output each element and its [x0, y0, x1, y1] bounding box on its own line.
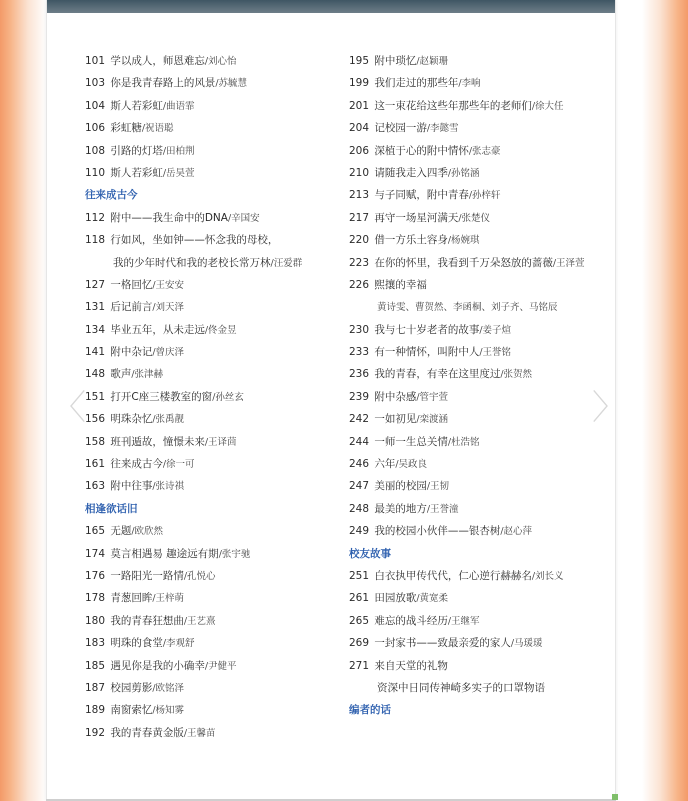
entry-title: 你是我青春路上的风景: [110, 77, 216, 90]
entry-title: 歌声: [110, 368, 132, 381]
entry-author: /王安安: [152, 279, 185, 291]
entry-author: /杜浩铭: [447, 436, 480, 448]
entry-title: 资深中日同传神崎多实子的口罩物语: [377, 681, 545, 694]
entry-page-number: 112: [85, 211, 106, 224]
entry-page-number: 261: [349, 592, 370, 605]
entry-page-number: 148: [85, 368, 106, 381]
toc-entry[interactable]: [85, 363, 340, 385]
entry-title: 校园剪影: [110, 681, 153, 694]
entry-page-number: 236: [349, 368, 370, 381]
document-page: [46, 0, 626, 801]
entry-page-number: 141: [85, 346, 106, 359]
entry-author: /岳昊萱: [162, 167, 195, 179]
entry-page-number: 249: [349, 525, 370, 538]
toc-entry[interactable]: [85, 587, 340, 609]
entry-author: /赵颖珊: [416, 56, 449, 67]
entry-page-number: 246: [349, 458, 370, 471]
entry-title: 一格回忆: [110, 278, 153, 291]
toc-entry[interactable]: [349, 207, 611, 229]
entry-title: 附中杂记: [110, 346, 153, 359]
toc-entry[interactable]: [85, 274, 340, 296]
toc-entry[interactable]: [349, 252, 611, 274]
entry-title: 田园放歌: [374, 592, 417, 605]
entry-title: 打开C座三楼教室的窗: [110, 390, 213, 403]
entry-page-number: 269: [349, 637, 370, 650]
toc-entry[interactable]: [349, 610, 611, 632]
entry-title: 再守一场星河满天: [374, 211, 459, 224]
entry-author: /张宇驰: [218, 548, 251, 560]
entry-author: /徐大任: [531, 100, 564, 112]
entry-page-number: 244: [349, 435, 370, 448]
entry-author: /刘心怡: [204, 56, 237, 67]
entry-title: 我们走过的那些年: [374, 77, 459, 90]
entry-title: 这一束花给这些年那些年的老师们: [374, 99, 532, 112]
entry-title: 引路的灯塔: [110, 144, 163, 157]
section-heading: 校友故事: [349, 547, 391, 560]
entry-page-number: 131: [85, 301, 106, 314]
entry-author: /刘天泽: [152, 302, 185, 314]
entry-page-number: 187: [85, 681, 106, 694]
entry-title: 无题: [110, 525, 132, 538]
entry-author: /李观舒: [162, 638, 195, 650]
entry-page-number: 204: [349, 122, 370, 135]
toc-entry[interactable]: [349, 386, 611, 408]
toc-entry[interactable]: [349, 229, 611, 251]
entry-page-number: 220: [349, 234, 370, 247]
toc-entry[interactable]: [349, 140, 611, 162]
toc-entry[interactable]: [85, 610, 340, 632]
entry-author: /孔悦心: [183, 570, 216, 582]
entry-page-number: 134: [85, 323, 106, 336]
entry-author: /李懿雪: [426, 123, 459, 135]
entry-title: 我的校园小伙伴——银杏树: [374, 525, 501, 538]
toc-entry[interactable]: [85, 72, 340, 94]
toc-entry[interactable]: [349, 184, 611, 206]
entry-page-number: 185: [85, 659, 106, 672]
toc-entry[interactable]: [85, 408, 340, 430]
entry-author: /祝语聪: [141, 123, 174, 135]
entry-title: 记校园一游: [374, 122, 427, 135]
toc-entry[interactable]: [349, 453, 611, 475]
entry-page-number: 248: [349, 502, 370, 515]
section-heading: 往来成古今: [85, 189, 138, 202]
entry-title: 明珠的食堂: [110, 637, 163, 650]
entry-title: 深植于心的附中情怀: [374, 144, 469, 157]
entry-title: 一如初见: [374, 413, 417, 426]
toc-entry[interactable]: [349, 498, 611, 520]
toc-entry[interactable]: [349, 475, 611, 497]
entry-author: /王馨苗: [183, 727, 216, 739]
entry-page-number: 230: [349, 323, 370, 336]
entry-page-number: 247: [349, 480, 370, 493]
toc-entry[interactable]: [85, 319, 340, 341]
corner-marker: [612, 794, 618, 800]
entry-title: 最美的地方: [374, 502, 427, 515]
toc-entry[interactable]: [85, 162, 340, 184]
toc-entry[interactable]: [349, 431, 611, 453]
toc-entry[interactable]: [349, 565, 611, 587]
toc-entry[interactable]: [349, 274, 611, 296]
toc-entry[interactable]: [349, 341, 611, 363]
entry-author: /尹健平: [204, 660, 237, 672]
toc-entry[interactable]: [85, 453, 340, 475]
toc-entry[interactable]: [349, 655, 611, 677]
entry-author: /马瑗瑗: [510, 638, 543, 650]
entry-author: /曲语霏: [162, 100, 195, 112]
toc-entry[interactable]: [85, 655, 340, 677]
toc-entry[interactable]: [349, 162, 611, 184]
entry-title: 附中杂感: [374, 390, 417, 403]
entry-page-number: 265: [349, 614, 370, 627]
entry-page-number: 195: [349, 55, 370, 67]
entry-title: 我的少年时代和我的老校长常万林: [113, 256, 271, 269]
entry-page-number: 271: [349, 659, 370, 672]
entry-title: 附中琐忆: [374, 55, 417, 67]
entry-author: /欧铭泽: [152, 682, 185, 694]
toc-entry[interactable]: [349, 408, 611, 430]
entry-author: /王译茴: [204, 436, 237, 448]
entry-page-number: 189: [85, 704, 106, 717]
entry-title: 毕业五年，从未走远: [110, 323, 205, 336]
entry-page-number: 127: [85, 278, 106, 291]
entry-title: 斯人若彩虹: [110, 166, 163, 179]
next-page-arrow-icon[interactable]: 〉: [592, 388, 626, 428]
entry-author: /刘长义: [531, 570, 564, 582]
toc-entry[interactable]: [85, 677, 340, 699]
toc-entry[interactable]: [349, 632, 611, 654]
entry-title: 附中——我生命中的DNA: [110, 211, 228, 224]
entry-author: /赵心萍: [500, 526, 533, 538]
entry-author: /栾渡涵: [416, 414, 449, 426]
entry-author: /王誉潼: [426, 503, 459, 515]
entry-page-number: 158: [85, 435, 106, 448]
entry-title: 六年: [374, 458, 396, 471]
entry-author: /张禹靓: [152, 414, 185, 426]
toc-entry[interactable]: [85, 520, 340, 542]
entry-author: /田柏荆: [162, 145, 195, 157]
entry-title: 我与七十岁老者的故事: [374, 323, 480, 336]
entry-title: 与子同赋，附中青春: [374, 189, 469, 202]
entry-page-number: 174: [85, 547, 106, 560]
top-banner-strip: [47, 0, 615, 13]
entry-author: /杨知雾: [152, 705, 185, 717]
entry-title: 我的青春，有幸在这里度过: [374, 368, 501, 381]
toc-entry-continuation: [85, 252, 340, 274]
entry-page-number: 242: [349, 413, 370, 426]
toc-entry[interactable]: [85, 50, 340, 72]
entry-author: /张贺然: [500, 369, 533, 381]
toc-entry[interactable]: [349, 587, 611, 609]
entry-author: /张楚仪: [458, 212, 491, 224]
toc-entry-continuation: [349, 677, 611, 699]
entry-page-number: 183: [85, 637, 106, 650]
entry-page-number: 176: [85, 569, 106, 582]
entry-author: /王艺熹: [183, 615, 216, 627]
toc-entry[interactable]: [349, 520, 611, 542]
entry-page-number: 165: [85, 525, 106, 538]
toc-entry[interactable]: [85, 95, 340, 117]
toc-right-column: [349, 50, 626, 722]
entry-author: /姜子煊: [479, 324, 512, 336]
toc-entry[interactable]: [85, 386, 340, 408]
entry-title: 一路阳光一路情: [110, 569, 184, 582]
entry-page-number: 223: [349, 256, 370, 269]
entry-title: 在你的怀里，我看到千万朵怒放的蔷薇: [374, 256, 553, 269]
entry-title: 白衣执甲传代代，仁心逆行赫赫名: [374, 569, 532, 582]
toc-entry[interactable]: [349, 363, 611, 385]
entry-author: /杨婉琪: [447, 235, 480, 247]
entry-title: 我的青春黄金版: [110, 726, 184, 739]
entry-author: /孙梓轩: [468, 190, 501, 202]
toc-entry[interactable]: [349, 319, 611, 341]
prev-page-arrow-icon[interactable]: 〈: [52, 388, 86, 428]
entry-page-number: 251: [349, 569, 370, 582]
entry-title: 我的青春狂想曲: [110, 614, 184, 627]
entry-author: /辛国安: [227, 212, 260, 224]
entry-title: 有一种情怀，叫附中人: [374, 346, 480, 359]
entry-author: /张津赫: [131, 369, 164, 381]
entry-author: /王梓萌: [152, 593, 185, 605]
section-heading: 编者的话: [349, 704, 391, 717]
entry-author: /汪爱群: [270, 257, 303, 269]
toc-entry[interactable]: [85, 475, 340, 497]
entry-author: /管宇萱: [416, 391, 449, 403]
entry-page-number: 213: [349, 189, 370, 202]
entry-title: 借一方乐土容身: [374, 234, 448, 247]
entry-title: 明珠杂忆: [110, 413, 153, 426]
entry-author: /孙铭涵: [447, 167, 480, 179]
entry-title: 斯人若彩虹: [110, 99, 163, 112]
entry-page-number: 163: [85, 480, 106, 493]
entry-page-number: 108: [85, 144, 106, 157]
toc-entry[interactable]: [85, 565, 340, 587]
entry-page-number: 151: [85, 390, 106, 403]
toc-entry[interactable]: [85, 543, 340, 565]
entry-title: 请随我走入四季: [374, 166, 448, 179]
entry-author: /王继军: [447, 615, 480, 627]
entry-page-number: 101: [85, 55, 106, 67]
entry-author: /王韧: [426, 481, 450, 493]
entry-title: 一师一生总关情: [374, 435, 448, 448]
entry-page-number: 199: [349, 77, 370, 90]
toc-entry[interactable]: [85, 296, 340, 318]
entry-page-number: 201: [349, 99, 370, 112]
entry-author: /苏毓慧: [215, 78, 248, 90]
toc-entry[interactable]: [85, 229, 340, 251]
entry-page-number: 104: [85, 99, 106, 112]
entry-page-number: 178: [85, 592, 106, 605]
entry-title: 一封家书——致最亲爱的家人: [374, 637, 511, 650]
toc-entry[interactable]: [85, 699, 340, 721]
entry-author: /孙丝玄: [212, 391, 244, 403]
entry-page-number: 210: [349, 166, 370, 179]
entry-author: /徐一可: [162, 459, 195, 471]
entry-page-number: 156: [85, 413, 106, 426]
entry-title: 难忘的战斗经历: [374, 614, 448, 627]
entry-title: 南窗索忆: [110, 704, 153, 717]
entry-title: 青葱回眸: [110, 592, 153, 605]
toc-entry[interactable]: [349, 95, 611, 117]
entry-title: 来自天堂的礼物: [374, 659, 448, 672]
toc-entry[interactable]: [85, 117, 340, 139]
entry-author: /王泽萱: [552, 257, 585, 269]
entry-title: 熙攘的幸福: [374, 278, 427, 291]
entry-title: 彩虹糖: [110, 122, 142, 135]
entry-page-number: 217: [349, 211, 370, 224]
entry-title: 莫言相遇易 趣途远有期: [110, 547, 219, 560]
entry-author: /张诗祺: [152, 481, 185, 493]
entry-page-number: 106: [85, 122, 106, 135]
entry-author: /黄宽柔: [416, 593, 449, 605]
entry-author: 黄诗雯、曹贺然、李函桐、刘子齐、马铭辰: [377, 302, 558, 314]
entry-title: 行如风，坐如钟——怀念我的母校，: [110, 234, 279, 247]
entry-title: 往来成古今: [110, 458, 163, 471]
toc-entry[interactable]: [85, 140, 340, 162]
entry-page-number: 239: [349, 390, 370, 403]
entry-author: /吴政良: [395, 459, 428, 471]
entry-title: 班刊遁故，憧憬未来: [110, 435, 205, 448]
toc-left-column: [85, 50, 340, 744]
entry-page-number: 161: [85, 458, 106, 471]
entry-author: /王誉铭: [479, 347, 512, 359]
entry-page-number: 192: [85, 726, 106, 739]
entry-page-number: 233: [349, 346, 370, 359]
entry-author: /佟金昱: [204, 324, 237, 336]
toc-entry[interactable]: [85, 207, 340, 229]
entry-author: /张志豪: [468, 145, 501, 157]
entry-title: 美丽的校园: [374, 480, 427, 493]
entry-title: 后记前言: [110, 301, 153, 314]
entry-page-number: 110: [85, 166, 106, 179]
entry-author: /曾庆泽: [152, 347, 185, 359]
toc-entry[interactable]: [85, 722, 340, 744]
toc-entry-continuation: [349, 296, 611, 318]
entry-title: 附中往事: [110, 480, 153, 493]
section-heading: 相逢欲话旧: [85, 502, 138, 515]
entry-page-number: 103: [85, 77, 106, 90]
toc-entry[interactable]: [349, 50, 611, 72]
entry-author: /欧欣然: [131, 526, 164, 538]
entry-page-number: 206: [349, 144, 370, 157]
toc-entry[interactable]: [349, 72, 611, 94]
entry-page-number: 226: [349, 278, 370, 291]
toc-entry[interactable]: [85, 431, 340, 453]
toc-entry[interactable]: [349, 117, 611, 139]
entry-page-number: 118: [85, 234, 106, 247]
toc-entry[interactable]: [85, 341, 340, 363]
entry-title: 学以成人，师恩难忘: [110, 55, 205, 67]
toc-entry[interactable]: [85, 632, 340, 654]
entry-author: /李响: [458, 78, 481, 90]
entry-title: 遇见你是我的小确幸: [110, 659, 205, 672]
entry-page-number: 180: [85, 614, 106, 627]
